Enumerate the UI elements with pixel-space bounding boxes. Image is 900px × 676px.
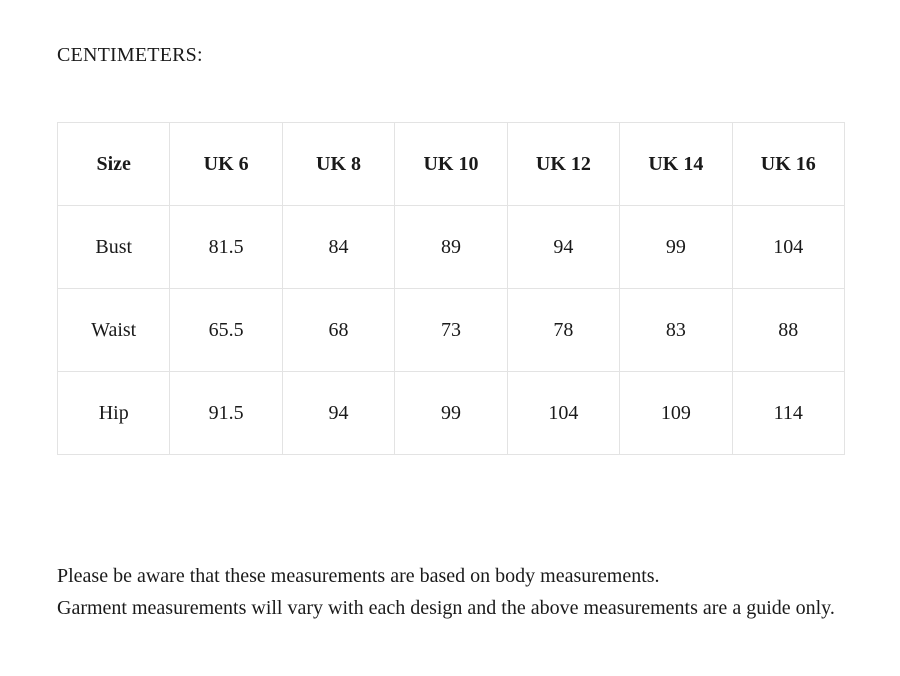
header-cell-uk-14: UK 14 (620, 123, 732, 206)
disclaimer-line-1: Please be aware that these measurements are based on body measurements. (57, 565, 660, 587)
table-cell: 104 (732, 206, 844, 289)
units-heading: CENTIMETERS: (57, 44, 203, 66)
table-cell: 104 (507, 372, 619, 455)
table-cell: 114 (732, 372, 844, 455)
row-label-waist: Waist (58, 289, 170, 372)
table-cell: 83 (620, 289, 732, 372)
table-cell: 88 (732, 289, 844, 372)
disclaimer-line-2: Garment measurements will vary with each design and the above measurements are a guide only. (57, 597, 835, 619)
table-cell: 91.5 (170, 372, 282, 455)
table-cell: 84 (282, 206, 394, 289)
size-chart-table (57, 122, 845, 455)
table-cell: 109 (620, 372, 732, 455)
table-cell: 94 (282, 372, 394, 455)
header-cell-uk-6: UK 6 (170, 123, 282, 206)
header-cell-uk-16: UK 16 (732, 123, 844, 206)
table-cell: 65.5 (170, 289, 282, 372)
table-cell: 99 (395, 372, 507, 455)
table-cell: 73 (395, 289, 507, 372)
row-label-bust: Bust (58, 206, 170, 289)
header-cell-size: Size (58, 123, 170, 206)
table-cell: 68 (282, 289, 394, 372)
row-label-hip: Hip (58, 372, 170, 455)
table-row-waist (58, 289, 845, 372)
table-cell: 78 (507, 289, 619, 372)
table-cell: 81.5 (170, 206, 282, 289)
table-row-bust (58, 206, 845, 289)
measurement-disclaimer (57, 560, 847, 624)
header-cell-uk-8: UK 8 (282, 123, 394, 206)
table-cell: 94 (507, 206, 619, 289)
header-cell-uk-10: UK 10 (395, 123, 507, 206)
table-header-row (58, 123, 845, 206)
table-cell: 89 (395, 206, 507, 289)
table-cell: 99 (620, 206, 732, 289)
table-row-hip (58, 372, 845, 455)
header-cell-uk-12: UK 12 (507, 123, 619, 206)
